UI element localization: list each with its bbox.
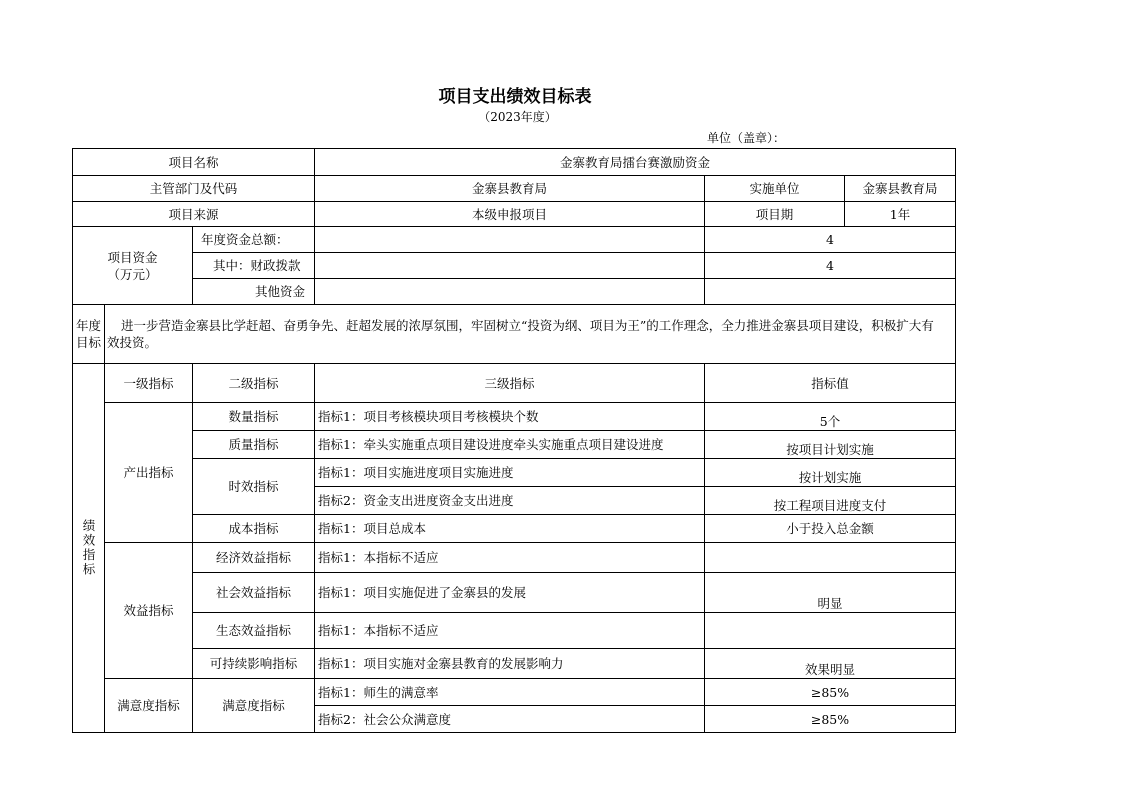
performance-target-table (72, 148, 956, 733)
output-indicators-label: 产出指标 (105, 403, 193, 543)
year-subtitle: （2023年度） (478, 110, 557, 124)
quantity-indicator: 指标1：项目考核模块项目考核模块个数 (315, 403, 705, 431)
cost-value: 小于投入总金额 (705, 515, 956, 543)
table-row (73, 515, 956, 543)
sustainable-impact-value: 效果明显 (705, 649, 956, 679)
row-project-name (73, 149, 956, 176)
funds-label (73, 227, 193, 305)
social-benefit-indicator: 指标1：项目实施促进了金寨县的发展 (315, 573, 705, 613)
department-value: 金寨县教育局 (315, 176, 705, 202)
row-indicator-header (73, 364, 956, 403)
funds-unit-text: （万元） (107, 266, 158, 282)
implementing-unit-label: 实施单位 (705, 176, 845, 202)
annual-goal-label: 年度目标 (73, 305, 105, 364)
project-name-label: 项目名称 (73, 149, 315, 176)
ecological-benefit-value (705, 613, 956, 649)
row-department (73, 176, 956, 202)
social-benefit-label: 社会效益指标 (193, 573, 315, 613)
table-row (73, 679, 956, 706)
economic-benefit-label: 经济效益指标 (193, 543, 315, 573)
table-row (73, 459, 956, 487)
implementing-unit-value: 金寨县教育局 (845, 176, 956, 202)
satisfaction-value-1: ≥85% (705, 679, 956, 706)
sustainable-impact-label: 可持续影响指标 (193, 649, 315, 679)
quality-indicator: 指标1：牵头实施重点项目建设进度牵头实施重点项目建设进度 (315, 431, 705, 459)
header-level1: 一级指标 (105, 364, 193, 403)
project-name-value: 金寨教育局擂台赛激励资金 (315, 149, 956, 176)
quantity-value: 5个 (705, 403, 956, 431)
table-row (73, 573, 956, 613)
table-row (73, 431, 956, 459)
funds-other-label: 其他资金 (193, 279, 315, 305)
project-period-label: 项目期 (705, 202, 845, 227)
satisfaction-value-2: ≥85% (705, 706, 956, 733)
quality-value: 按项目计划实施 (705, 431, 956, 459)
time-indicator-1: 指标1：项目实施进度项目实施进度 (315, 459, 705, 487)
funds-total-value: 4 (705, 227, 956, 253)
header-level2: 二级指标 (193, 364, 315, 403)
funds-total-label: 年度资金总额： (193, 227, 315, 253)
row-funds-total (73, 227, 956, 253)
cost-indicator: 指标1：项目总成本 (315, 515, 705, 543)
annual-goal-text: 进一步营造金寨县比学赶超、奋勇争先、赶超发展的浓厚氛围，牢固树立“投资为纲、项目为王”的工作理念，全力推进金寨县项目建设，积极扩大有效投资。 (105, 305, 956, 364)
funds-fiscal-spacer (315, 253, 705, 279)
unit-seal-label: 单位（盖章）： (707, 131, 786, 145)
funds-total-spacer (315, 227, 705, 253)
ecological-benefit-indicator: 指标1：本指标不适应 (315, 613, 705, 649)
satisfaction-indicators-label: 满意度指标 (105, 679, 193, 733)
time-value-1: 按计划实施 (705, 459, 956, 487)
social-benefit-value: 明显 (705, 573, 956, 613)
header-value: 指标值 (705, 364, 956, 403)
table-row (73, 649, 956, 679)
satisfaction-sub-label: 满意度指标 (193, 679, 315, 733)
row-annual-goal (73, 305, 956, 364)
funds-other-value (705, 279, 956, 305)
quality-indicator-label: 质量指标 (193, 431, 315, 459)
performance-indicators-label: 绩效指标 (73, 364, 105, 733)
benefit-indicators-label: 效益指标 (105, 543, 193, 679)
funds-label-text: 项目资金 (107, 249, 158, 265)
economic-benefit-value (705, 543, 956, 573)
project-period-value: 1年 (845, 202, 956, 227)
funds-fiscal-label: 其中：财政拨款 (193, 253, 315, 279)
row-funds-other (73, 279, 956, 305)
quantity-indicator-label: 数量指标 (193, 403, 315, 431)
row-funds-fiscal (73, 253, 956, 279)
time-value-2: 按工程项目进度支付 (705, 487, 956, 515)
department-label: 主管部门及代码 (73, 176, 315, 202)
time-indicator-label: 时效指标 (193, 459, 315, 515)
table-row (73, 403, 956, 431)
project-source-value: 本级申报项目 (315, 202, 705, 227)
sustainable-impact-indicator: 指标1：项目实施对金寨县教育的发展影响力 (315, 649, 705, 679)
funds-other-spacer (315, 279, 705, 305)
funds-fiscal-value: 4 (705, 253, 956, 279)
time-indicator-2: 指标2：资金支出进度资金支出进度 (315, 487, 705, 515)
header-level3: 三级指标 (315, 364, 705, 403)
economic-benefit-indicator: 指标1：本指标不适应 (315, 543, 705, 573)
satisfaction-indicator-1: 指标1：师生的满意率 (315, 679, 705, 706)
table-row (73, 613, 956, 649)
satisfaction-indicator-2: 指标2：社会公众满意度 (315, 706, 705, 733)
page-title: 项目支出绩效目标表 (438, 87, 592, 107)
table-row (73, 543, 956, 573)
cost-indicator-label: 成本指标 (193, 515, 315, 543)
ecological-benefit-label: 生态效益指标 (193, 613, 315, 649)
row-source (73, 202, 956, 227)
project-source-label: 项目来源 (73, 202, 315, 227)
